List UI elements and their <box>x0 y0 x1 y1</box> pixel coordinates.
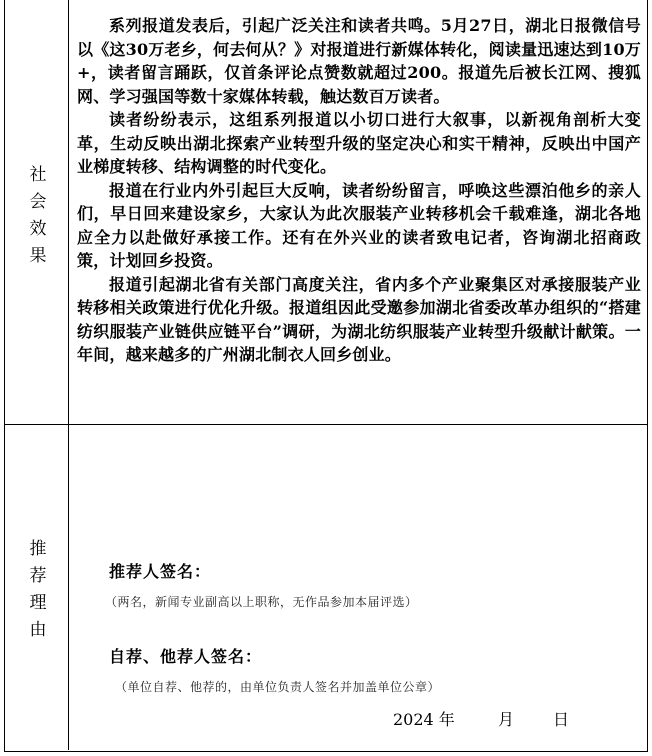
date-year: 2024 年 <box>393 710 455 729</box>
social-effect-content <box>77 0 641 424</box>
date-day: 日 <box>553 710 570 729</box>
recommendation-label-cell <box>5 425 69 750</box>
social-effect-label-cell <box>5 0 69 424</box>
recommendation-row <box>5 425 647 750</box>
self-recommender-note: （单位自荐、他荐的，由单位负责人签名并加盖单位公章） <box>115 680 441 694</box>
social-effect-row <box>5 0 647 425</box>
form-table <box>4 0 648 752</box>
date-month: 月 <box>498 710 515 729</box>
social-effect-label: 社会效果 <box>29 165 47 266</box>
recommender-signature-label: 推荐人签名： <box>109 562 212 581</box>
recommendation-content <box>77 425 641 750</box>
social-effect-paragraph-3: 报道在行业内外引起巨大反响，读者纷纷留言，呼唤这些漂泊他乡的亲人们，早日回来建设家乡，大家认为此次服装产业转移机会千载难逢，湖北各地应全力以赴做好承接工作。还有在外兴业的读者致电记者，咨询湖北招商政策，计划回乡投资。 <box>77 180 641 270</box>
recommendation-label: 推荐理由 <box>29 539 47 640</box>
social-effect-paragraph-2: 读者纷纷表示，这组系列报道以小切口进行大叙事，以新视角剖析大变革，生动反映出湖北探索产业转型升级的坚定决心和实干精神，反映出中国产业梯度转移、结构调整的时代变化。 <box>77 110 641 176</box>
self-recommender-signature-label: 自荐、他荐人签名： <box>109 647 263 666</box>
recommender-note: （两名，新闻专业副高以上职称，无作品参加本届评选） <box>105 595 418 609</box>
social-effect-paragraph-1: 系列报道发表后，引起广泛关注和读者共鸣。5月27日，湖北日报微信号以《这30万老乡，何去何从？》对报道进行新媒体转化，阅读量迅速达到10万+，读者留言踊跃，仅首条评论点赞数就超过200。报道先后被长江网、搜狐网、学习强国等数十家媒体转载，触达数百万读者。 <box>77 16 641 106</box>
social-effect-paragraph-4: 报道引起湖北省有关部门高度关注，省内多个产业聚集区对承接服装产业转移相关政策进行优化升级。报道组因此受邀参加湖北省委改革办组织的“搭建纺织服装产业链供应链平台”调研，为湖北纺织服装产业转型升级献计献策。一年间，越来越多的广州湖北制衣人回乡创业。 <box>77 274 641 364</box>
